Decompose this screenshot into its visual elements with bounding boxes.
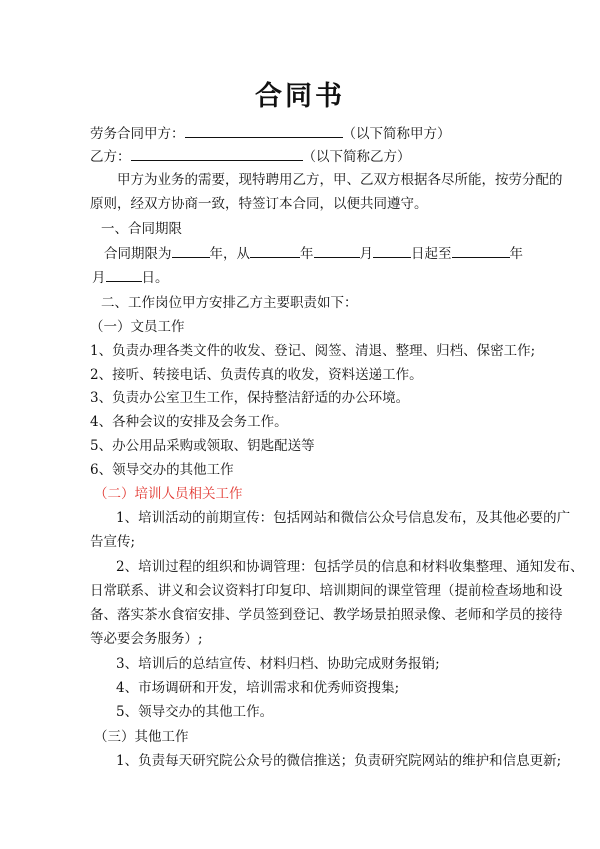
term-text: 合同期限为 [104,246,172,262]
term-text: 年 [300,246,314,262]
list-item: 3、负责办公室卫生工作，保持整洁舒适的办公环境。 [90,390,410,406]
start-month-blank[interactable] [314,244,360,258]
start-day-blank[interactable] [373,244,411,258]
party-b-line [90,147,530,166]
intro-line: 原则，经双方协商一致，特签订本合同，以便共同遵守。 [90,196,428,212]
intro-line: 甲方为业务的需要，现特聘用乙方，甲、乙双方根据各尽所能，按劳分配的 [117,172,563,188]
paragraph-line: 3、培训后的总结宣传、材料归档、协助完成财务报销; [116,656,440,672]
end-year-blank[interactable] [452,244,510,258]
subsection-heading: （一）文员工作 [90,319,185,335]
paragraph-line: 告宣传; [90,534,136,550]
start-year-blank[interactable] [250,244,300,258]
term-text: 日。 [141,270,169,286]
party-a-line [90,124,530,143]
list-item: 4、各种会议的安排及会务工作。 [90,414,288,430]
document-title: 合同书 [255,81,345,112]
paragraph-line: 日常联系、讲义和会议资料打印复印、培训期间的课堂管理（提前检查场地和设 [90,583,563,599]
list-item: 2、接听、转接电话、负责传真的收发，资料送递工作。 [90,367,423,383]
section-heading: 二、工作岗位甲方安排乙方主要职责如下： [101,295,358,311]
paragraph-line: 1、负责每天研究院公众号的微信推送；负责研究院网站的维护和信息更新; [116,753,562,769]
term-text: 月 [359,246,373,262]
section-heading: 一、合同期限 [101,221,182,237]
term-years-blank[interactable] [172,244,210,258]
term-line [104,244,544,263]
paragraph-line: 2、培训过程的组织和协调管理：包括学员的信息和材料收集整理、通知发布、 [116,559,584,575]
party-a-label: 劳务合同甲方： [90,126,185,142]
party-b-label: 乙方： [90,149,131,165]
party-a-suffix: （以下简称甲方） [342,126,451,142]
list-item: 6、领导交办的其他工作 [90,462,234,478]
subsection-heading: （二）培训人员相关工作 [94,486,243,502]
paragraph-line: 5、领导交办的其他工作。 [116,704,274,720]
term-text: 年 [509,246,523,262]
end-month-blank[interactable] [106,268,142,282]
term-text: 月 [92,270,106,286]
term-text: 日起至 [411,246,452,262]
paragraph-line: 等必要会务服务）; [90,631,203,647]
term-line-2 [92,268,532,287]
paragraph-line: 4、市场调研和开发，培训需求和优秀师资搜集; [116,680,400,696]
paragraph-line: 1、培训活动的前期宣传：包括网站和微信公众号信息发布，及其他必要的广 [116,510,571,526]
party-a-blank[interactable] [185,124,343,138]
term-text: 年，从 [209,246,250,262]
list-item: 5、办公用品采购或领取、钥匙配送等 [90,438,315,454]
party-b-suffix: （以下简称乙方） [302,149,411,165]
subsection-heading: （三）其他工作 [94,729,189,745]
paragraph-line: 备、落实茶水食宿安排、学员签到登记、教学场景拍照录像、老师和学员的接待 [90,607,563,623]
party-b-blank[interactable] [131,147,303,161]
list-item: 1、负责办理各类文件的收发、登记、阅签、清退、整理、归档、保密工作; [90,343,536,359]
